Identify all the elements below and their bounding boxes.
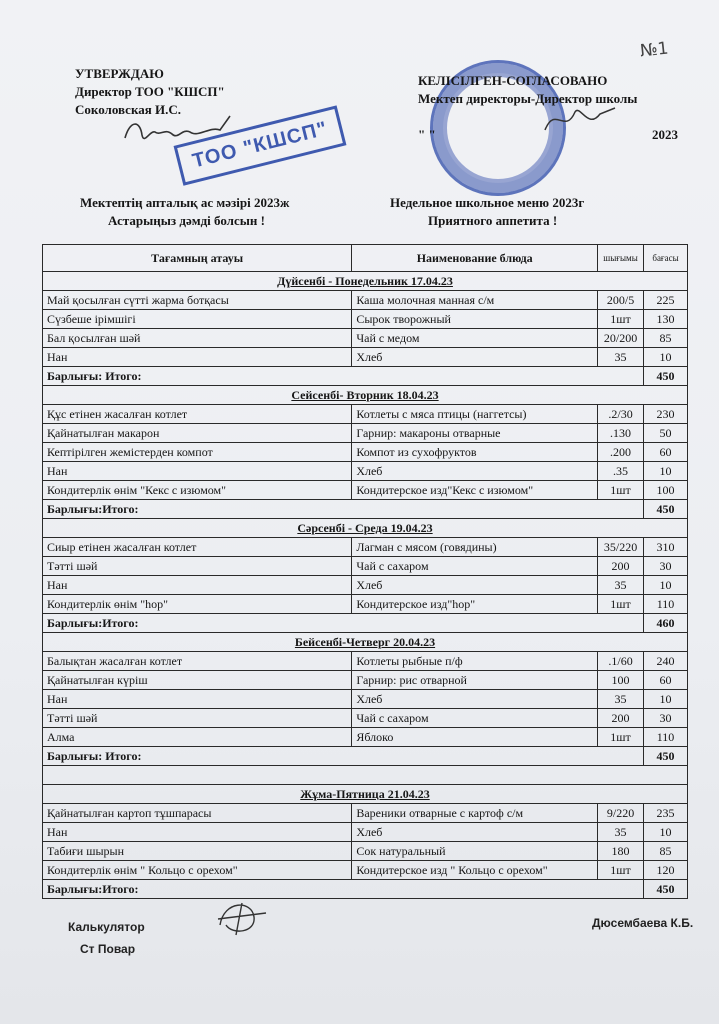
total-label: Барлығы: Итого:	[43, 747, 644, 766]
table-row	[43, 576, 688, 595]
table-row	[43, 329, 688, 348]
total-value: 450	[644, 747, 688, 766]
dish-price: 85	[644, 329, 688, 348]
dish-price: 120	[644, 861, 688, 880]
table-row	[43, 671, 688, 690]
header-kz-name: Тағамның атауы	[43, 245, 352, 272]
dish-price: 10	[644, 823, 688, 842]
total-value: 450	[644, 880, 688, 899]
dish-price: 225	[644, 291, 688, 310]
dish-ru: Гарнир: рис отварной	[352, 671, 598, 690]
dish-kz: Бал қосылған шәй	[43, 329, 352, 348]
dish-yield: 1шт	[598, 728, 644, 747]
dish-kz: Алма	[43, 728, 352, 747]
total-row	[43, 367, 688, 386]
total-label: Барлығы:Итого:	[43, 500, 644, 519]
total-label: Барлығы:Итого:	[43, 880, 644, 899]
day-title: Дүйсенбі - Понедельник 17.04.23	[43, 272, 688, 291]
dish-kz: Қайнатылған картоп тұшпарасы	[43, 804, 352, 823]
footer-calc: Калькулятор	[68, 920, 145, 934]
dish-yield: 35	[598, 823, 644, 842]
dish-ru: Сырок творожный	[352, 310, 598, 329]
dish-kz: Сиыр етінен жасалған котлет	[43, 538, 352, 557]
day-row	[43, 633, 688, 652]
approve-name: Соколовская И.С.	[75, 102, 182, 117]
dish-ru: Сок натуральный	[352, 842, 598, 861]
header-yield: шығымы	[598, 245, 644, 272]
agree-date-quote: " "	[418, 127, 436, 142]
dish-kz: Нан	[43, 690, 352, 709]
table-header-row	[43, 245, 688, 272]
approve-position: Директор ТОО "КШСП"	[75, 84, 225, 99]
day-row	[43, 386, 688, 405]
kz-menu-title: Мектептің апталық ас мәзірі 2023ж	[80, 195, 290, 210]
agree-title: КЕЛІСІЛГЕН-СОГЛАСОВАНО	[418, 73, 608, 88]
table-row	[43, 690, 688, 709]
dish-yield: .200	[598, 443, 644, 462]
dish-yield: 1шт	[598, 310, 644, 329]
dish-kz: Кондитерлік өнім "hop"	[43, 595, 352, 614]
dish-yield: .2/30	[598, 405, 644, 424]
dish-kz: Табиғи шырын	[43, 842, 352, 861]
header-price: бағасы	[644, 245, 688, 272]
ru-menu-title: Недельное школьное меню 2023г	[390, 195, 585, 210]
dish-kz: Қайнатылған макарон	[43, 424, 352, 443]
total-value: 450	[644, 500, 688, 519]
dish-ru: Котлеты рыбные п/ф	[352, 652, 598, 671]
dish-yield: 200	[598, 557, 644, 576]
dish-yield: .1/60	[598, 652, 644, 671]
table-row	[43, 443, 688, 462]
dish-price: 130	[644, 310, 688, 329]
dish-price: 30	[644, 557, 688, 576]
dish-price: 30	[644, 709, 688, 728]
dish-ru: Чай с сахаром	[352, 709, 598, 728]
table-row	[43, 842, 688, 861]
dish-kz: Сүзбеше ірімшігі	[43, 310, 352, 329]
dish-price: 110	[644, 728, 688, 747]
school-director-signature	[540, 100, 620, 140]
dish-price: 235	[644, 804, 688, 823]
blank-cell	[43, 766, 688, 785]
dish-price: 110	[644, 595, 688, 614]
table-row	[43, 405, 688, 424]
dish-price: 230	[644, 405, 688, 424]
menu-table	[42, 244, 688, 899]
day-row	[43, 519, 688, 538]
table-row	[43, 861, 688, 880]
total-label: Барлығы: Итого:	[43, 367, 644, 386]
dish-yield: 35/220	[598, 538, 644, 557]
dish-yield: 100	[598, 671, 644, 690]
cook-signature	[212, 895, 272, 940]
ru-wish: Приятного аппетита !	[428, 213, 558, 228]
dish-yield: 200/5	[598, 291, 644, 310]
dish-ru: Кондитерское изд " Кольцо с орехом"	[352, 861, 598, 880]
dish-yield: .35	[598, 462, 644, 481]
dish-ru: Хлеб	[352, 462, 598, 481]
table-row	[43, 709, 688, 728]
day-title: Сейсенбі- Вторник 18.04.23	[43, 386, 688, 405]
kz-wish: Астарыңыз дәмді болсын !	[108, 213, 265, 228]
total-label: Барлығы:Итого:	[43, 614, 644, 633]
dish-price: 10	[644, 348, 688, 367]
company-stamp: ТОО "КШСП"	[174, 105, 347, 186]
total-row	[43, 880, 688, 899]
dish-yield: 35	[598, 348, 644, 367]
dish-ru: Кондитерское изд"hop"	[352, 595, 598, 614]
blank-row	[43, 766, 688, 785]
dish-yield: 1шт	[598, 861, 644, 880]
table-row	[43, 481, 688, 500]
dish-ru: Лагман с мясом (говядины)	[352, 538, 598, 557]
dish-kz: Нан	[43, 348, 352, 367]
dish-kz: Кондитерлік өнім " Кольцо с орехом"	[43, 861, 352, 880]
table-row	[43, 823, 688, 842]
dish-price: 240	[644, 652, 688, 671]
day-title: Сәрсенбі - Среда 19.04.23	[43, 519, 688, 538]
dish-kz: Қайнатылған күріш	[43, 671, 352, 690]
dish-ru: Кондитерское изд"Кекс с изюмом"	[352, 481, 598, 500]
dish-ru: Хлеб	[352, 823, 598, 842]
dish-ru: Хлеб	[352, 690, 598, 709]
dish-kz: Балықтан жасалған котлет	[43, 652, 352, 671]
dish-price: 85	[644, 842, 688, 861]
agree-year: 2023	[652, 127, 678, 142]
dish-kz: Нан	[43, 576, 352, 595]
dish-price: 10	[644, 576, 688, 595]
table-row	[43, 804, 688, 823]
day-row	[43, 272, 688, 291]
header-ru-name: Наименование блюда	[352, 245, 598, 272]
approve-title: УТВЕРЖДАЮ	[75, 66, 164, 81]
dish-yield: 1шт	[598, 595, 644, 614]
dish-ru: Хлеб	[352, 348, 598, 367]
dish-ru: Гарнир: макароны отварные	[352, 424, 598, 443]
dish-kz: Нан	[43, 823, 352, 842]
table-row	[43, 348, 688, 367]
total-row	[43, 747, 688, 766]
dish-yield: 35	[598, 690, 644, 709]
dish-kz: Кептірілген жемістерден компот	[43, 443, 352, 462]
handwritten-number: №1	[639, 38, 670, 62]
dish-price: 10	[644, 690, 688, 709]
table-row	[43, 557, 688, 576]
day-title: Жұма-Пятница 21.04.23	[43, 785, 688, 804]
dish-kz: Нан	[43, 462, 352, 481]
table-row	[43, 462, 688, 481]
dish-ru: Компот из сухофруктов	[352, 443, 598, 462]
dish-kz: Кондитерлік өнім "Кекс с изюмом"	[43, 481, 352, 500]
dish-yield: .130	[598, 424, 644, 443]
table-row	[43, 595, 688, 614]
table-row	[43, 291, 688, 310]
total-row	[43, 614, 688, 633]
table-body	[43, 272, 688, 899]
dish-kz: Тәтті шәй	[43, 709, 352, 728]
agree-position: Мектеп директоры-Директор школы	[418, 91, 638, 106]
day-title: Бейсенбі-Четверг 20.04.23	[43, 633, 688, 652]
dish-ru: Вареники отварные с картоф с/м	[352, 804, 598, 823]
dish-yield: 20/200	[598, 329, 644, 348]
dish-yield: 1шт	[598, 481, 644, 500]
footer-name: Дюсембаева К.Б.	[592, 916, 694, 930]
dish-ru: Котлеты с мяса птицы (наггетсы)	[352, 405, 598, 424]
total-value: 450	[644, 367, 688, 386]
table-row	[43, 424, 688, 443]
dish-kz: Тәтті шәй	[43, 557, 352, 576]
total-value: 460	[644, 614, 688, 633]
dish-ru: Хлеб	[352, 576, 598, 595]
dish-yield: 200	[598, 709, 644, 728]
dish-price: 60	[644, 443, 688, 462]
table-row	[43, 538, 688, 557]
table-row	[43, 310, 688, 329]
dish-ru: Каша молочная манная с/м	[352, 291, 598, 310]
dish-ru: Чай с медом	[352, 329, 598, 348]
dish-price: 100	[644, 481, 688, 500]
dish-kz: Май қосылған сүтті жарма ботқасы	[43, 291, 352, 310]
dish-kz: Құс етінен жасалған котлет	[43, 405, 352, 424]
dish-price: 10	[644, 462, 688, 481]
dish-yield: 9/220	[598, 804, 644, 823]
dish-price: 50	[644, 424, 688, 443]
table-row	[43, 728, 688, 747]
table-row	[43, 652, 688, 671]
dish-price: 60	[644, 671, 688, 690]
footer-cook: Ст Повар	[80, 942, 136, 956]
dish-yield: 35	[598, 576, 644, 595]
total-row	[43, 500, 688, 519]
dish-ru: Чай с сахаром	[352, 557, 598, 576]
dish-price: 310	[644, 538, 688, 557]
dish-ru: Яблоко	[352, 728, 598, 747]
dish-yield: 180	[598, 842, 644, 861]
day-row	[43, 785, 688, 804]
